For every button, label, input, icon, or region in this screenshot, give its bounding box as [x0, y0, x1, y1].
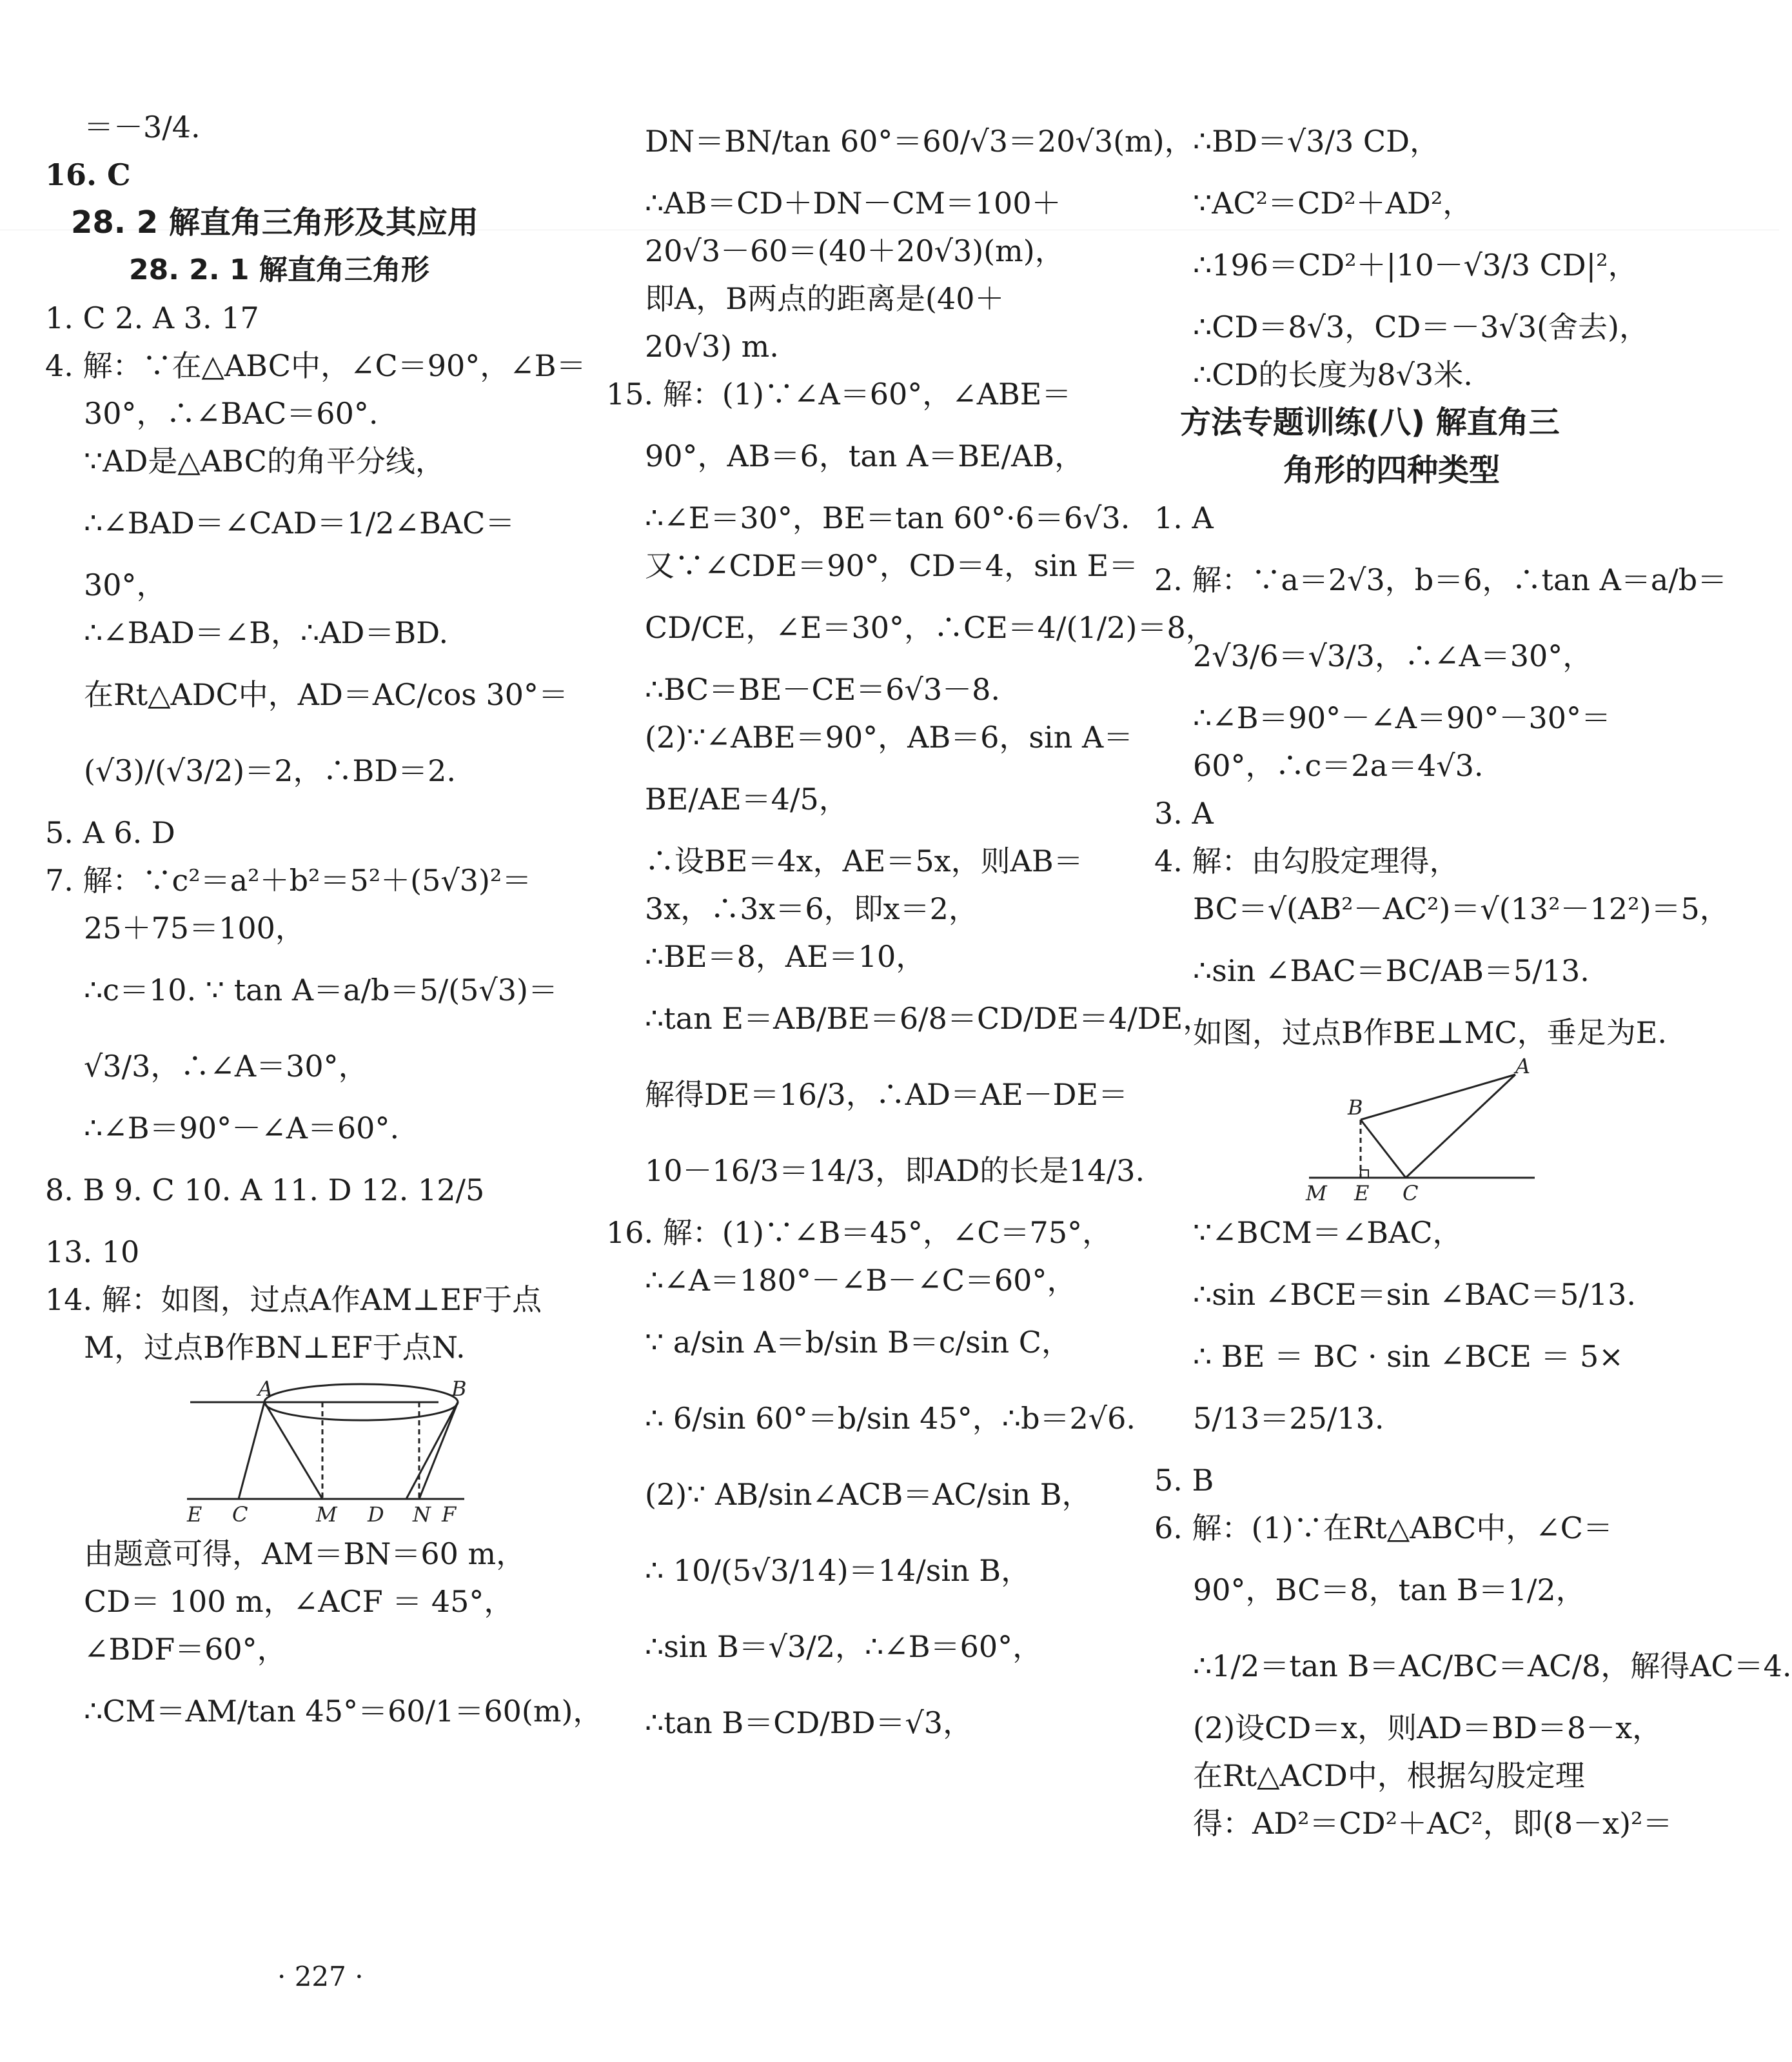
solution-line: 由题意可得，AM＝BN＝60 m， [84, 1536, 526, 1571]
solution-line: 30°，∴∠BAC＝60°. [84, 396, 379, 431]
answer-line: 16. C [45, 157, 131, 192]
fig-label: B [1348, 1095, 1363, 1120]
solution-line: BE/AE＝4/5， [645, 782, 849, 817]
fig-label: B [451, 1376, 467, 1401]
page-number: · 227 · [277, 1961, 364, 1992]
solution-line: 20√3) m. [645, 329, 779, 364]
fig-label: A [258, 1376, 273, 1401]
solution-line: 16. 解：(1)∵∠B＝45°，∠C＝75°， [606, 1215, 1112, 1250]
solution-line: 4. 解：由勾股定理得， [1154, 844, 1459, 878]
answer-line: 13. 10 [45, 1234, 140, 1269]
solution-line: ∴CD＝8√3，CD＝－3√3(舍去)， [1193, 310, 1649, 344]
fig-label: F [442, 1502, 457, 1527]
solution-line: ∴ 6/sin 60°＝b/sin 45°，∴b＝2√6. [645, 1401, 1136, 1436]
solution-line: ∴CD的长度为8√3米. [1193, 357, 1473, 392]
solution-line: (√3)/(√3/2)＝2，∴BD＝2. [84, 753, 457, 788]
solution-line: (2)设CD＝x，则AD＝BD＝8－x， [1193, 1710, 1662, 1745]
solution-line: 30°， [84, 568, 166, 602]
solution-line: ∵∠BCM＝∠BAC， [1193, 1215, 1462, 1250]
solution-line: ∠BDF＝60°， [84, 1632, 287, 1667]
solution-line: ∴196＝CD²＋|10－√3/3 CD|²， [1193, 248, 1638, 283]
text-line: ＝－3/4. [84, 110, 201, 144]
solution-line: 90°，AB＝6，tan A＝BE/AB， [645, 439, 1085, 473]
solution-line: 7. 解：∵c²＝a²＋b²＝5²＋(5√3)²＝ [45, 863, 532, 898]
answer-line: 5. B [1154, 1463, 1214, 1498]
column-left [45, 103, 603, 1749]
solution-line: ∵AD是△ABC的角平分线， [84, 444, 445, 479]
solution-line: (2)∵ AB/sin∠ACB＝AC/sin B， [645, 1477, 1092, 1512]
solution-line: ∴CM＝AM/tan 45°＝60/1＝60(m)， [84, 1694, 603, 1729]
fig-label: E [187, 1502, 202, 1527]
solution-line: 3x，∴3x＝6，即x＝2， [645, 891, 978, 926]
solution-line: ∴BE＝8，AE＝10， [645, 939, 926, 974]
solution-line: 如图，过点B作BE⊥MC，垂足为E. [1193, 1015, 1667, 1050]
solution-line: ∴BC＝BE－CE＝6√3－8. [645, 672, 1001, 707]
fig-label: E [1354, 1181, 1370, 1205]
answer-line: 5. A 6. D [45, 815, 175, 850]
solution-line: 5/13＝25/13. [1193, 1401, 1384, 1436]
solution-line: 即A，B两点的距离是(40＋ [645, 281, 1005, 316]
solution-line: 得：AD²＝CD²＋AC²，即(8－x)²＝ [1193, 1806, 1673, 1841]
fig-label: C [232, 1502, 248, 1527]
column-middle [606, 103, 1216, 1761]
figure-4 [1154, 1054, 1670, 1205]
column-right [1154, 103, 1792, 1847]
subsection-heading: 28. 2. 1 解直角三角形 [129, 253, 429, 286]
fig-label: M [1306, 1181, 1327, 1205]
solution-line: ∴sin B＝√3/2，∴∠B＝60°， [645, 1629, 1043, 1664]
solution-line: 在Rt△ACD中，根据勾股定理 [1193, 1758, 1585, 1793]
solution-line: ∵AC²＝CD²＋AD²， [1193, 186, 1473, 221]
solution-line: 10－16/3＝14/3，即AD的长是14/3. [645, 1153, 1145, 1188]
solution-line: 又∵∠CDE＝90°，CD＝4，sin E＝ [645, 548, 1139, 583]
solution-line: ∴∠BAD＝∠B，∴AD＝BD. [84, 615, 449, 650]
solution-line: 4. 解：∵在△ABC中，∠C＝90°，∠B＝ [45, 348, 586, 383]
solution-line: 2√3/6＝√3/3，∴∠A＝30°， [1193, 639, 1593, 673]
solution-line: 15. 解：(1)∵∠A＝60°，∠ABE＝ [606, 377, 1072, 411]
figure-14 [45, 1376, 548, 1525]
solution-line: ∵ a/sin A＝b/sin B＝c/sin C， [645, 1325, 1071, 1360]
solution-line: ∴ BE ＝ BC · sin ∠BCE ＝ 5× [1193, 1339, 1624, 1374]
solution-line: 20√3－60＝(40＋20√3)(m)， [645, 233, 1065, 268]
solution-line: 6. 解：(1)∵在Rt△ABC中，∠C＝ [1154, 1511, 1613, 1545]
answer-line: 8. B 9. C 10. A 11. D 12. 12/5 [45, 1173, 485, 1207]
solution-line: 14. 解：如图，过点A作AM⊥EF于点 [45, 1282, 542, 1317]
solution-line: ∴tan E＝AB/BE＝6/8＝CD/DE＝4/DE， [645, 1001, 1213, 1036]
solution-line: √3/3，∴∠A＝30°， [84, 1049, 368, 1084]
solution-line: ∴∠A＝180°－∠B－∠C＝60°， [645, 1263, 1077, 1298]
solution-line: M，过点B作BN⊥EF于点N. [84, 1330, 466, 1365]
fig-label: A [1515, 1054, 1531, 1078]
solution-line: 2. 解：∵a＝2√3，b＝6，∴tan A＝a/b＝ [1154, 562, 1728, 597]
solution-line: ∴tan B＝CD/BD＝√3， [645, 1705, 973, 1740]
section-heading: 方法专题训练(八) 解直角三 [1180, 404, 1560, 441]
solution-line: ∴∠B＝90°－∠A＝60°. [84, 1111, 400, 1145]
solution-line: BC＝√(AB²－AC²)＝√(13²－12²)＝5， [1193, 891, 1729, 926]
solution-line: ∴BD＝√3/3 CD， [1193, 124, 1439, 159]
solution-line: ∴∠B＝90°－∠A＝90°－30°＝ [1193, 700, 1611, 735]
solution-line: (2)∵∠ABE＝90°，AB＝6，sin A＝ [645, 720, 1134, 755]
answer-line: 1. C 2. A 3. 17 [45, 301, 259, 335]
fig-label: N [413, 1502, 431, 1527]
solution-line: ∴c＝10. ∵ tan A＝a/b＝5/(5√3)＝ [84, 973, 558, 1007]
section-heading: 28. 2 解直角三角形及其应用 [71, 204, 478, 241]
solution-line: ∴sin ∠BAC＝BC/AB＝5/13. [1193, 953, 1590, 988]
section-heading: 角形的四种类型 [1283, 452, 1501, 488]
solution-line: CD/CE，∠E＝30°，∴CE＝4/(1/2)＝8， [645, 610, 1216, 645]
solution-line: 在Rt△ADC中，AD＝AC/cos 30°＝ [84, 677, 569, 712]
solution-line: ∴∠BAD＝∠CAD＝1/2∠BAC＝ [84, 506, 515, 540]
solution-line: ∴∠E＝30°，BE＝tan 60°·6＝6√3. [645, 501, 1130, 535]
solution-line: 25＋75＝100， [84, 911, 305, 946]
solution-line: ∴设BE＝4x，AE＝5x，则AB＝ [645, 844, 1083, 878]
solution-line: ∴ 10/(5√3/14)＝14/sin B， [645, 1553, 1031, 1588]
answer-line: 1. A [1154, 501, 1214, 535]
solution-line: 解得DE＝16/3，∴AD＝AE－DE＝ [645, 1077, 1128, 1112]
fig-label: C [1403, 1181, 1419, 1205]
solution-line: ∴sin ∠BCE＝sin ∠BAC＝5/13. [1193, 1277, 1637, 1312]
solution-line: CD＝ 100 m，∠ACF ＝ 45°， [84, 1584, 514, 1619]
fig-label: M [316, 1502, 337, 1527]
solution-line: ∴1/2＝tan B＝AC/BC＝AC/8，解得AC＝4. [1193, 1649, 1792, 1683]
solution-line: DN＝BN/tan 60°＝60/√3＝20√3(m)， [645, 124, 1194, 159]
answer-line: 3. A [1154, 796, 1214, 831]
solution-line: 90°，BC＝8，tan B＝1/2， [1193, 1572, 1586, 1607]
solution-line: ∴AB＝CD＋DN－CM＝100＋ [645, 186, 1061, 221]
solution-line: 60°，∴c＝2a＝4√3. [1193, 748, 1484, 783]
fig-label: D [368, 1502, 384, 1527]
